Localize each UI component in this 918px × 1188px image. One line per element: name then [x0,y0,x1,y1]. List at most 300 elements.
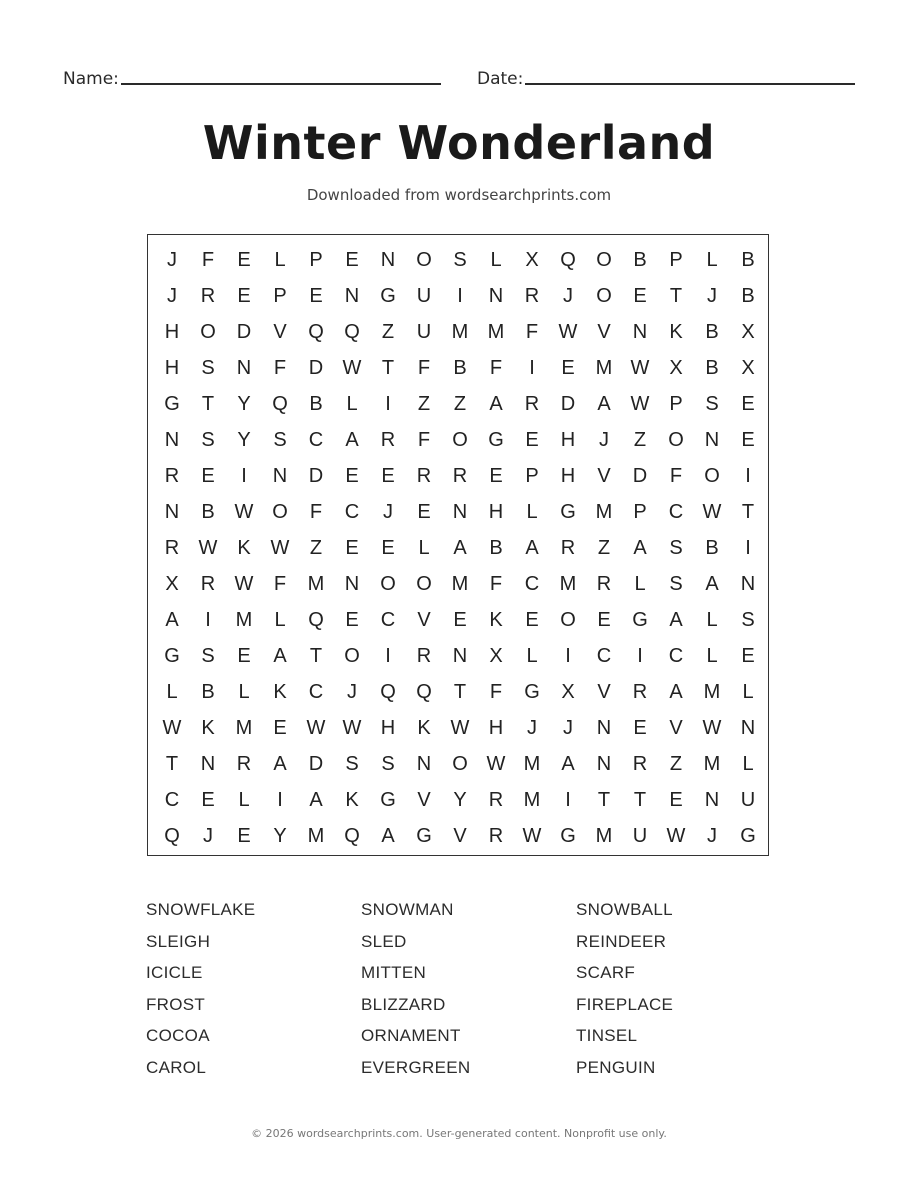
grid-letter[interactable]: M [523,753,541,775]
grid-letter[interactable]: E [345,537,359,559]
grid-letter[interactable]: B [741,285,755,307]
grid-letter[interactable]: J [203,825,213,847]
grid-letter[interactable]: L [274,249,286,271]
grid-letter[interactable]: N [272,465,288,487]
name-field-line[interactable] [121,83,441,85]
grid-letter[interactable]: Z [417,393,431,415]
grid-letter[interactable]: I [385,645,391,667]
grid-letter[interactable]: V [597,321,611,343]
grid-letter[interactable]: R [524,393,540,415]
grid-letter[interactable]: N [704,429,720,451]
grid-letter[interactable]: B [705,357,719,379]
grid-letter[interactable]: W [702,501,722,523]
grid-letter[interactable]: O [560,609,576,631]
grid-letter[interactable]: I [745,537,751,559]
grid-letter[interactable]: E [633,285,647,307]
grid-letter[interactable]: E [237,645,251,667]
grid-letter[interactable]: F [417,429,431,451]
grid-letter[interactable]: Z [309,537,323,559]
grid-letter[interactable]: O [668,429,684,451]
grid-letter[interactable]: N [488,285,504,307]
grid-letter[interactable]: N [596,753,612,775]
grid-letter[interactable]: K [201,717,215,739]
grid-letter[interactable]: M [235,609,253,631]
grid-letter[interactable]: N [632,321,648,343]
grid-letter[interactable]: Q [308,321,324,343]
grid-letter[interactable]: A [633,537,647,559]
grid-letter[interactable]: N [740,717,756,739]
grid-letter[interactable]: U [632,825,648,847]
grid-letter[interactable]: A [669,681,683,703]
grid-letter[interactable]: R [416,645,432,667]
grid-letter[interactable]: I [457,285,463,307]
grid-letter[interactable]: P [669,249,683,271]
grid-letter[interactable]: F [273,573,287,595]
grid-letter[interactable]: T [741,501,755,523]
word-list-item: SNOWBALL [576,900,673,919]
grid-letter[interactable]: U [740,789,756,811]
grid-letter[interactable]: E [309,285,323,307]
grid-letter[interactable]: S [705,393,719,415]
grid-letter[interactable]: F [669,465,683,487]
grid-letter[interactable]: O [596,249,612,271]
grid-letter[interactable]: N [380,249,396,271]
grid-letter[interactable]: F [417,357,431,379]
grid-letter[interactable]: L [166,681,178,703]
grid-letter[interactable]: L [634,573,646,595]
grid-letter[interactable]: M [235,717,253,739]
grid-letter[interactable]: N [452,501,468,523]
grid-letter[interactable]: G [632,609,648,631]
grid-letter[interactable]: N [596,717,612,739]
grid-letter[interactable]: R [164,537,180,559]
grid-letter[interactable]: W [234,501,254,523]
grid-letter[interactable]: E [525,609,539,631]
grid-letter[interactable]: Z [381,321,395,343]
grid-letter[interactable]: U [416,285,432,307]
grid-letter[interactable]: B [705,321,719,343]
grid-letter[interactable]: X [741,357,755,379]
grid-letter[interactable]: O [416,249,432,271]
grid-letter[interactable]: I [385,393,391,415]
grid-letter[interactable]: C [380,609,396,631]
grid-row [148,602,768,638]
grid-letter[interactable]: Q [344,825,360,847]
grid-letter[interactable]: N [344,285,360,307]
grid-letter[interactable]: T [633,789,647,811]
grid-letter[interactable]: S [381,753,395,775]
grid-letter[interactable]: A [597,393,611,415]
grid-letter[interactable]: O [344,645,360,667]
grid-letter[interactable]: S [201,357,215,379]
grid-letter[interactable]: E [417,501,431,523]
grid-letter[interactable]: L [526,645,538,667]
grid-letter[interactable]: B [705,537,719,559]
grid-letter[interactable]: I [637,645,643,667]
grid-letter[interactable]: S [201,645,215,667]
grid-letter[interactable]: G [164,393,180,415]
grid-letter[interactable]: I [205,609,211,631]
grid-letter[interactable]: L [706,249,718,271]
grid-letter[interactable]: H [560,429,576,451]
grid-letter[interactable]: S [741,609,755,631]
grid-letter[interactable]: S [273,429,287,451]
grid-letter[interactable]: T [309,645,323,667]
grid-letter[interactable]: Q [272,393,288,415]
grid-letter[interactable]: L [238,681,250,703]
grid-letter[interactable]: M [595,501,613,523]
grid-letter[interactable]: Q [344,321,360,343]
grid-letter[interactable]: Y [273,825,287,847]
grid-letter[interactable]: C [308,429,324,451]
grid-letter[interactable]: P [273,285,287,307]
grid-letter[interactable]: R [560,537,576,559]
grid-letter[interactable]: K [669,321,683,343]
grid-letter[interactable]: F [489,681,503,703]
grid-letter[interactable]: L [238,789,250,811]
grid-letter[interactable]: K [237,537,251,559]
grid-letter[interactable]: G [164,645,180,667]
grid-letter[interactable]: W [630,357,650,379]
grid-letter[interactable]: I [745,465,751,487]
grid-letter[interactable]: E [381,537,395,559]
grid-letter[interactable]: C [596,645,612,667]
grid-letter[interactable]: C [344,501,360,523]
grid-letter[interactable]: V [273,321,287,343]
grid-letter[interactable]: N [416,753,432,775]
grid-letter[interactable]: W [162,717,182,739]
grid-letter[interactable]: T [669,285,683,307]
grid-letter[interactable]: E [201,465,215,487]
grid-letter[interactable]: N [164,501,180,523]
grid-letter[interactable]: E [489,465,503,487]
grid-letter[interactable]: W [666,825,686,847]
grid-letter[interactable]: C [668,645,684,667]
grid-letter[interactable]: K [345,789,359,811]
grid-letter[interactable]: G [524,681,540,703]
grid-letter[interactable]: J [707,285,717,307]
grid-letter[interactable]: E [381,465,395,487]
grid-letter[interactable]: S [201,429,215,451]
grid-letter[interactable]: W [342,717,362,739]
grid-letter[interactable]: A [273,645,287,667]
grid-letter[interactable]: D [560,393,576,415]
grid-letter[interactable]: R [164,465,180,487]
grid-letter[interactable]: L [418,537,430,559]
grid-letter[interactable]: D [632,465,648,487]
grid-letter[interactable]: W [630,393,650,415]
grid-letter[interactable]: J [383,501,393,523]
grid-letter[interactable]: L [490,249,502,271]
grid-letter[interactable]: E [741,645,755,667]
grid-letter[interactable]: W [522,825,542,847]
grid-letter[interactable]: R [236,753,252,775]
grid-letter[interactable]: T [165,753,179,775]
grid-letter[interactable]: F [489,573,503,595]
grid-letter[interactable]: B [201,681,215,703]
grid-letter[interactable]: G [560,501,576,523]
grid-letter[interactable]: Q [308,609,324,631]
grid-letter[interactable]: E [669,789,683,811]
grid-letter[interactable]: B [741,249,755,271]
grid-letter[interactable]: G [380,789,396,811]
grid-letter[interactable]: R [488,789,504,811]
grid-letter[interactable]: V [669,717,683,739]
grid-letter[interactable]: F [201,249,215,271]
grid-letter[interactable]: G [488,429,504,451]
grid-letter[interactable]: A [309,789,323,811]
grid-letter[interactable]: K [273,681,287,703]
grid-letter[interactable]: J [563,717,573,739]
grid-letter[interactable]: M [451,573,469,595]
grid-letter[interactable]: E [525,429,539,451]
grid-letter[interactable]: R [200,573,216,595]
grid-letter[interactable]: S [669,537,683,559]
grid-letter[interactable]: N [740,573,756,595]
grid-letter[interactable]: M [307,825,325,847]
grid-letter[interactable]: J [707,825,717,847]
grid-letter[interactable]: W [486,753,506,775]
grid-letter[interactable]: V [597,465,611,487]
grid-letter[interactable]: Z [633,429,647,451]
grid-letter[interactable]: P [633,501,647,523]
grid-letter[interactable]: C [164,789,180,811]
grid-letter[interactable]: J [167,285,177,307]
grid-letter[interactable]: O [416,573,432,595]
grid-letter[interactable]: W [450,717,470,739]
grid-letter[interactable]: E [201,789,215,811]
grid-letter[interactable]: Z [669,753,683,775]
grid-letter[interactable]: C [524,573,540,595]
grid-letter[interactable]: X [525,249,539,271]
grid-letter[interactable]: M [307,573,325,595]
grid-letter[interactable]: P [669,393,683,415]
grid-letter[interactable]: E [633,717,647,739]
grid-letter[interactable]: O [452,753,468,775]
grid-row [148,710,768,746]
grid-letter[interactable]: L [742,681,754,703]
grid-letter[interactable]: A [525,537,539,559]
grid-letter[interactable]: R [488,825,504,847]
grid-letter[interactable]: B [633,249,647,271]
grid-letter[interactable]: M [559,573,577,595]
grid-letter[interactable]: B [489,537,503,559]
grid-letter[interactable]: M [703,753,721,775]
grid-letter[interactable]: K [417,717,431,739]
grid-letter[interactable]: E [273,717,287,739]
grid-letter[interactable]: I [241,465,247,487]
grid-letter[interactable]: O [380,573,396,595]
footer-text: © 2026 wordsearchprints.com. User-generated content. Nonprofit use only. [251,1127,667,1140]
grid-letter[interactable]: O [704,465,720,487]
grid-letter[interactable]: E [597,609,611,631]
grid-letter[interactable]: H [488,717,504,739]
grid-letter[interactable]: E [237,825,251,847]
grid-letter[interactable]: I [277,789,283,811]
grid-letter[interactable]: A [669,609,683,631]
grid-letter[interactable]: A [453,537,467,559]
grid-letter[interactable]: D [308,357,324,379]
grid-letter[interactable]: J [347,681,357,703]
grid-letter[interactable]: X [669,357,683,379]
grid-row [148,422,768,458]
grid-letter[interactable]: N [164,429,180,451]
grid-letter[interactable]: N [704,789,720,811]
word-list-item: COCOA [146,1026,210,1046]
grid-letter[interactable]: F [309,501,323,523]
grid-letter[interactable]: G [560,825,576,847]
grid-letter[interactable]: V [597,681,611,703]
grid-letter[interactable]: T [201,393,215,415]
grid-letter[interactable]: W [342,357,362,379]
grid-letter[interactable]: L [706,645,718,667]
grid-letter[interactable]: H [164,321,180,343]
grid-letter[interactable]: R [416,465,432,487]
grid-letter[interactable]: E [345,249,359,271]
grid-letter[interactable]: S [345,753,359,775]
grid-letter[interactable]: R [380,429,396,451]
grid-letter[interactable]: E [345,465,359,487]
grid-letter[interactable]: L [742,753,754,775]
grid-letter[interactable]: D [308,753,324,775]
grid-letter[interactable]: I [565,645,571,667]
grid-letter[interactable]: A [705,573,719,595]
grid-letter[interactable]: G [740,825,756,847]
word-list-item: EVERGREEN [361,1058,471,1077]
grid-letter[interactable]: M [703,681,721,703]
grid-letter[interactable]: W [234,573,254,595]
grid-letter[interactable]: T [453,681,467,703]
grid-letter[interactable]: O [272,501,288,523]
grid-letter[interactable]: M [523,789,541,811]
grid-letter[interactable]: Y [237,393,251,415]
grid-letter[interactable]: I [565,789,571,811]
grid-letter[interactable]: C [308,681,324,703]
grid-letter[interactable]: V [417,609,431,631]
grid-letter[interactable]: W [702,717,722,739]
grid-letter[interactable]: A [345,429,359,451]
grid-letter[interactable]: E [453,609,467,631]
grid-letter[interactable]: O [200,321,216,343]
grid-letter[interactable]: E [345,609,359,631]
grid-letter[interactable]: A [381,825,395,847]
grid-letter[interactable]: O [596,285,612,307]
grid-letter[interactable]: X [165,573,179,595]
date-field-line[interactable] [525,83,855,85]
grid-letter[interactable]: T [597,789,611,811]
grid-letter[interactable]: J [167,249,177,271]
grid-letter[interactable]: W [198,537,218,559]
grid-letter[interactable]: Y [453,789,467,811]
grid-letter[interactable]: L [706,609,718,631]
grid-letter[interactable]: V [453,825,467,847]
grid-letter[interactable]: F [273,357,287,379]
grid-letter[interactable]: N [452,645,468,667]
grid-letter[interactable]: R [596,573,612,595]
grid-letter[interactable]: M [595,357,613,379]
grid-letter[interactable]: S [453,249,467,271]
grid-letter[interactable]: N [236,357,252,379]
grid-letter[interactable]: Q [380,681,396,703]
grid-letter[interactable]: I [529,357,535,379]
grid-letter[interactable]: Q [416,681,432,703]
grid-letter[interactable]: J [599,429,609,451]
grid-letter[interactable]: M [595,825,613,847]
grid-letter[interactable]: D [308,465,324,487]
grid-letter[interactable]: K [489,609,503,631]
grid-letter[interactable]: R [632,681,648,703]
grid-letter[interactable]: Q [560,249,576,271]
grid-letter[interactable]: A [165,609,179,631]
grid-letter[interactable]: R [632,753,648,775]
grid-letter[interactable]: E [237,249,251,271]
grid-letter[interactable]: B [453,357,467,379]
grid-letter[interactable]: V [417,789,431,811]
grid-letter[interactable]: E [237,285,251,307]
grid-letter[interactable]: L [526,501,538,523]
grid-letter[interactable]: P [525,465,539,487]
grid-letter[interactable]: G [416,825,432,847]
grid-letter[interactable]: H [380,717,396,739]
grid-letter[interactable]: E [561,357,575,379]
grid-letter[interactable]: A [561,753,575,775]
grid-letter[interactable]: A [273,753,287,775]
grid-letter[interactable]: E [741,393,755,415]
grid-letter[interactable]: R [200,285,216,307]
grid-letter[interactable]: S [669,573,683,595]
grid-letter[interactable]: W [558,321,578,343]
grid-letter[interactable]: X [741,321,755,343]
grid-letter[interactable]: X [561,681,575,703]
grid-letter[interactable]: C [668,501,684,523]
grid-letter[interactable]: L [274,609,286,631]
grid-letter[interactable]: R [524,285,540,307]
grid-letter[interactable]: N [200,753,216,775]
grid-letter[interactable]: N [344,573,360,595]
grid-letter[interactable]: D [236,321,252,343]
grid-letter[interactable]: B [309,393,323,415]
grid-letter[interactable]: O [452,429,468,451]
grid-letter[interactable]: L [346,393,358,415]
word-list-item: SNOWMAN [361,900,454,919]
grid-letter[interactable]: G [380,285,396,307]
grid-letter[interactable]: H [560,465,576,487]
grid-letter[interactable]: A [489,393,503,415]
grid-letter[interactable]: Y [237,429,251,451]
grid-letter[interactable]: M [487,321,505,343]
grid-letter[interactable]: R [452,465,468,487]
grid-letter[interactable]: P [309,249,323,271]
grid-letter[interactable]: H [164,357,180,379]
grid-letter[interactable]: Z [597,537,611,559]
grid-letter[interactable]: E [741,429,755,451]
grid-letter[interactable]: H [488,501,504,523]
grid-letter[interactable]: J [563,285,573,307]
grid-letter[interactable]: F [525,321,539,343]
grid-letter[interactable]: M [451,321,469,343]
grid-letter[interactable]: T [381,357,395,379]
grid-letter[interactable]: W [270,537,290,559]
word-list-item: FIREPLACE [576,994,674,1014]
grid-letter[interactable]: U [416,321,432,343]
grid-letter[interactable]: Z [453,393,467,415]
grid-letter[interactable]: W [306,717,326,739]
grid-letter[interactable]: Q [164,825,180,847]
grid-letter[interactable]: X [489,645,503,667]
grid-letter[interactable]: J [527,717,537,739]
grid-letter[interactable]: F [489,357,503,379]
grid-letter[interactable]: B [201,501,215,523]
